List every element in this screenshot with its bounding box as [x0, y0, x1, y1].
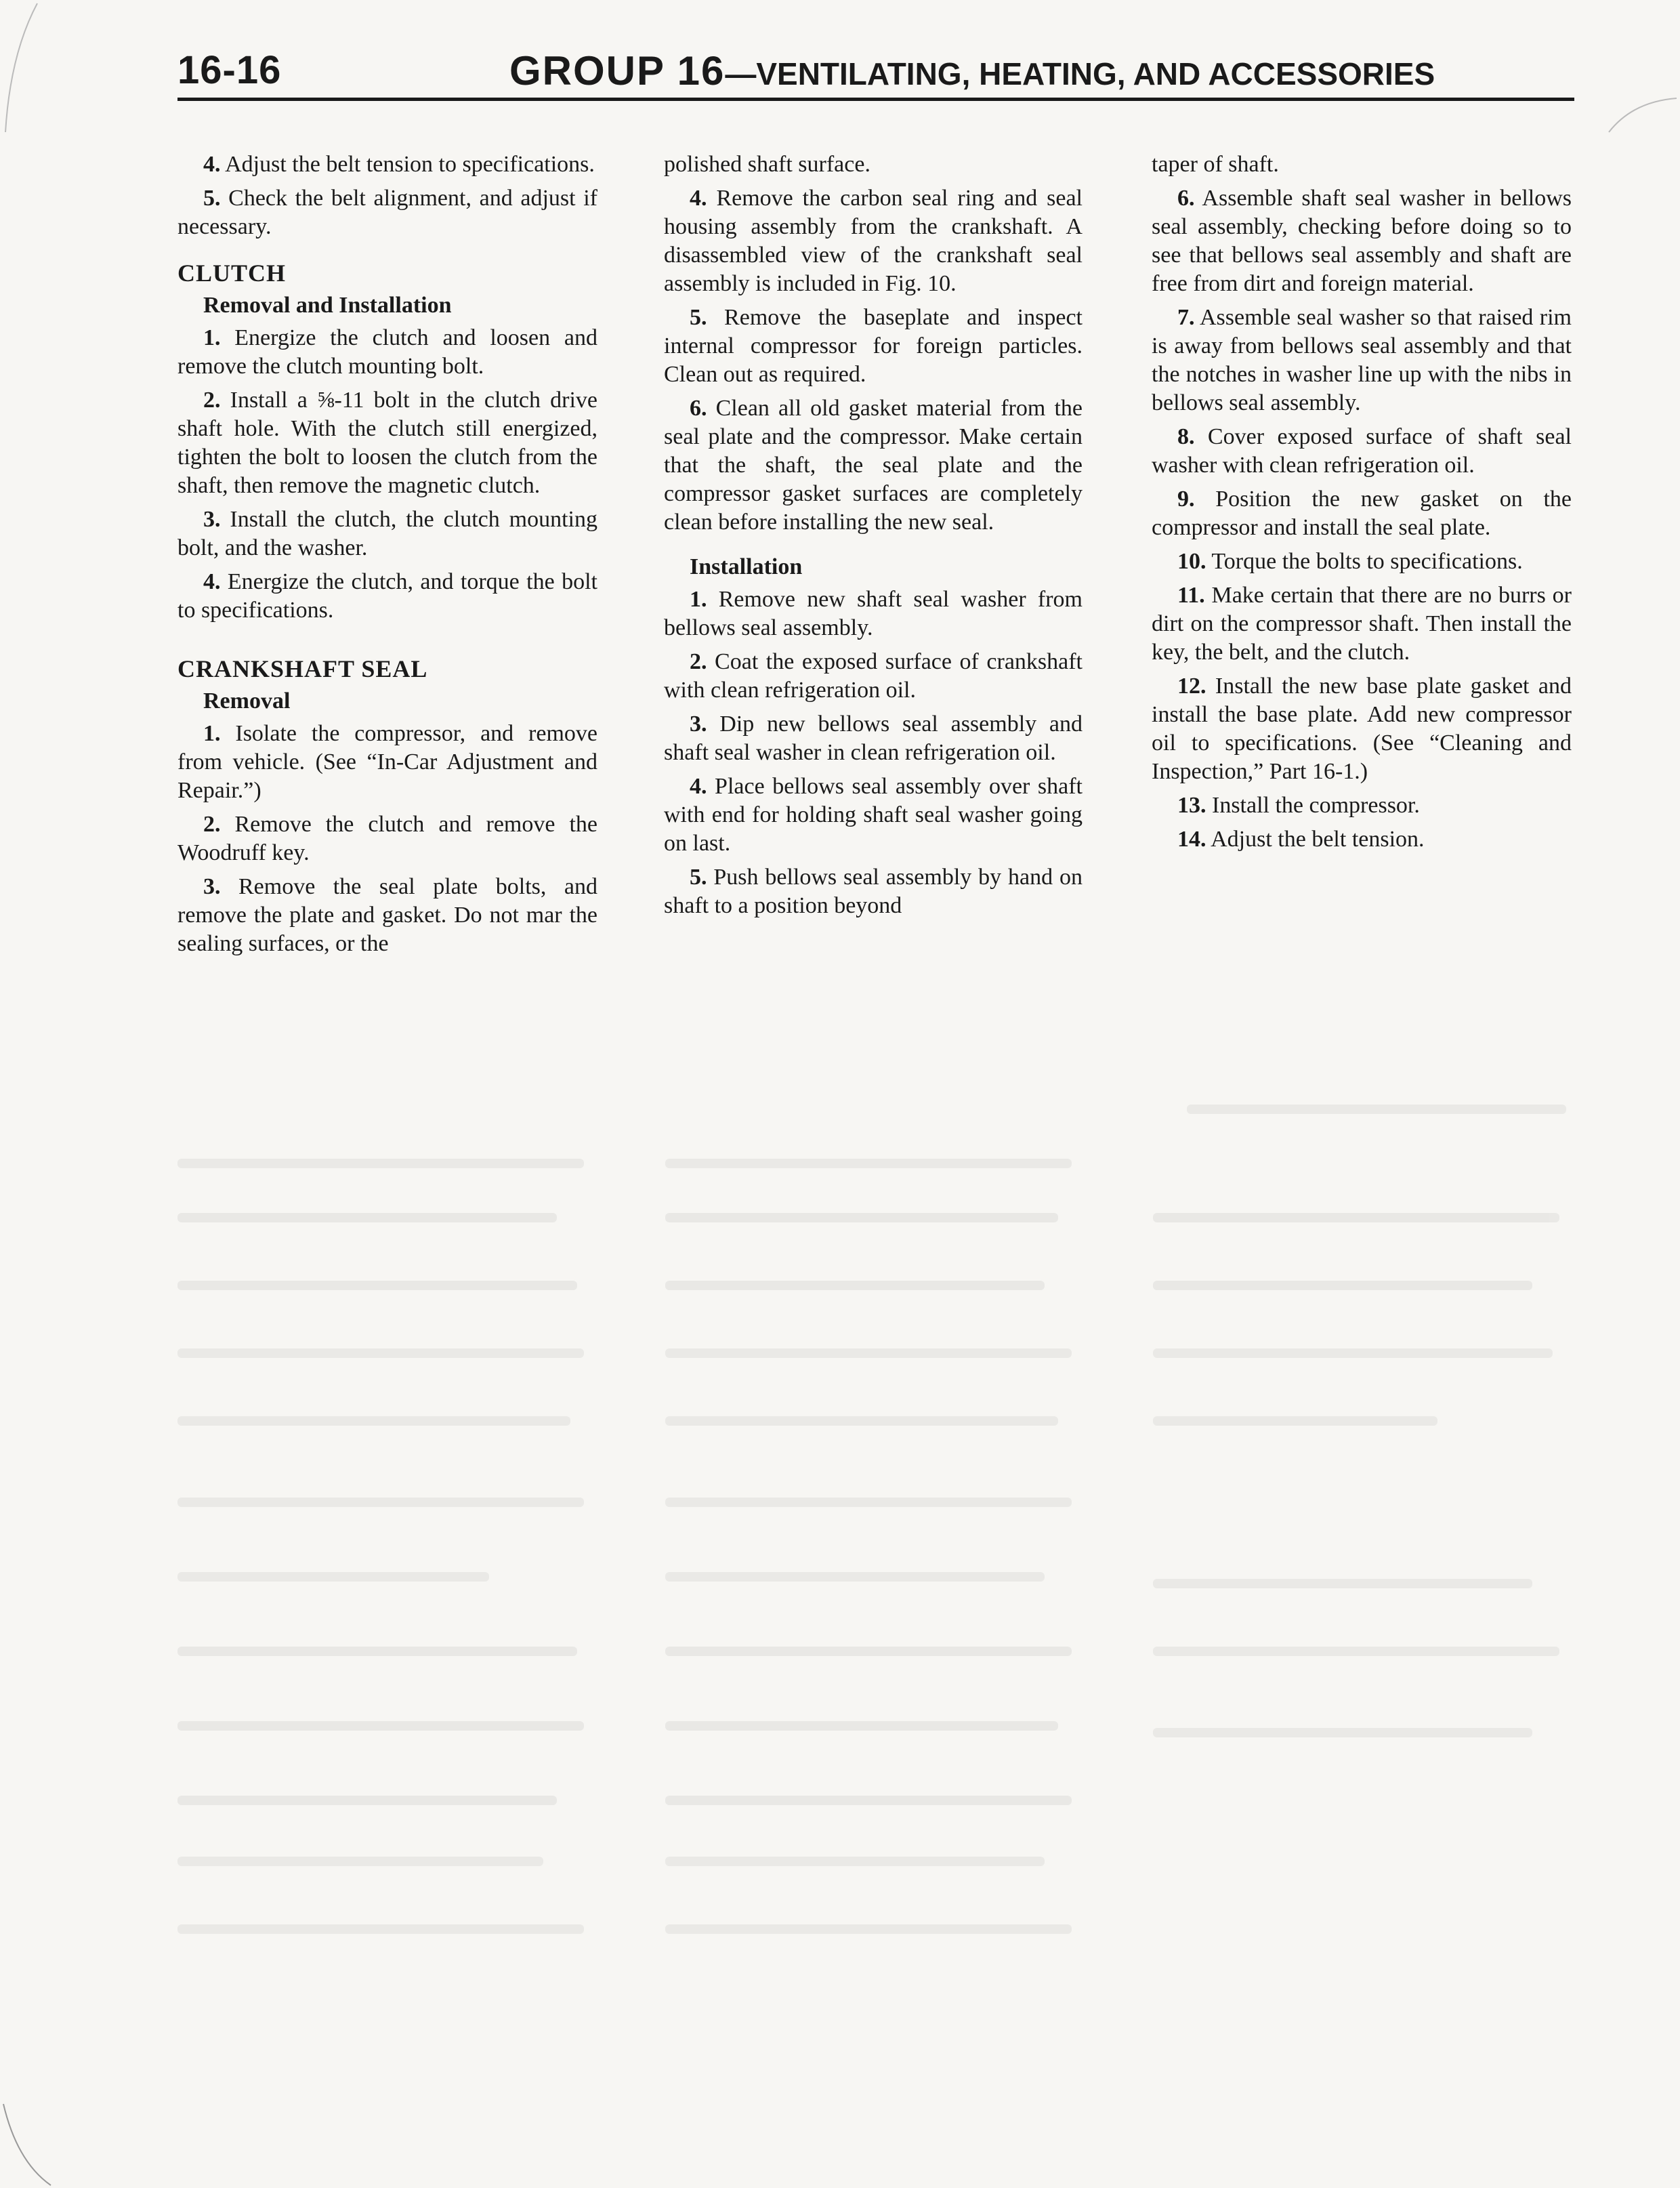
paragraph-step: 2. Remove the clutch and remove the Woodruff key. [177, 812, 597, 865]
paragraph-step: 7. Assemble seal washer so that raised rim is away from bellows seal assembly and that the notches in washer line up with the nibs in bellows seal assembly. [1152, 305, 1572, 415]
page-header [177, 47, 1574, 102]
paragraph-step: 2. Coat the exposed surface of crankshaft with clean refrigeration oil. [664, 649, 1083, 703]
text-column-3 [1152, 150, 1572, 859]
paragraph-step: 3. Remove the seal plate bolts, and remove the plate and gasket. Do not mar the sealing surfaces, or the [177, 874, 597, 956]
paragraph-step: 5. Remove the baseplate and inspect internal compressor for foreign particles. Clean out as required. [664, 305, 1083, 387]
paragraph-step: 5. Push bellows seal assembly by hand on shaft to a position beyond [664, 865, 1083, 918]
paragraph-step: 11. Make certain that there are no burrs or dirt on the compressor shaft. Then install the key, the belt, and the clutch. [1152, 583, 1572, 665]
bleed-through-texture [177, 1057, 1574, 2073]
paragraph-step: 2. Install a ⅝-11 bolt in the clutch drive shaft hole. With the clutch still energized, tighten the bolt to loosen the clutch from the shaft, then remove the magnetic clutch. [177, 388, 597, 498]
group-title [509, 47, 1435, 94]
page-corner-curve-top-right [1605, 95, 1680, 136]
page-number: 16-16 [177, 48, 282, 92]
paragraph-step: 4. Remove the carbon seal ring and seal housing assembly from the crankshaft. A disassembled view of the crankshaft seal assembly is included in Fig. 10. [664, 186, 1083, 296]
paragraph-step: 8. Cover exposed surface of shaft seal washer with clean refrigeration oil. [1152, 424, 1572, 478]
paragraph-step: 5. Check the belt alignment, and adjust if necessary. [177, 186, 597, 239]
paragraph-step: 14. Adjust the belt tension. [1177, 827, 1425, 852]
paragraph-step: 13. Install the compressor. [1177, 793, 1420, 818]
group-subtitle: —VENTILATING, HEATING, AND ACCESSORIES [725, 56, 1435, 91]
header-rule [177, 98, 1574, 101]
paragraph-step: 1. Isolate the compressor, and remove from vehicle. (See “In-Car Adjustment and Repair.”) [177, 721, 597, 803]
paragraph-step: 10. Torque the bolts to specifications. [1177, 549, 1523, 574]
text-column-1 [177, 150, 597, 964]
paragraph-step: 1. Energize the clutch and loosen and remove the clutch mounting bolt. [177, 325, 597, 379]
page-corner-curve-top-left [0, 0, 41, 136]
paragraph-step: 12. Install the new base plate gasket and install the base plate. Add new compressor oil to specifications. (See “Cleaning and Inspection,” Part 16-1.) [1152, 674, 1572, 784]
subheading-removal: Removal [203, 688, 291, 714]
paragraph-step: 1. Remove new shaft seal washer from bellows seal assembly. [664, 587, 1083, 640]
group-label: GROUP 16 [509, 48, 726, 94]
paragraph-step: 4. Place bellows seal assembly over shaft with end for holding shaft seal washer going on last. [664, 774, 1083, 856]
paragraph-continuation: taper of shaft. [1152, 152, 1279, 177]
paragraph-step: 9. Position the new gasket on the compressor and install the seal plate. [1152, 487, 1572, 540]
subheading-removal-installation: Removal and Installation [203, 293, 452, 318]
subheading-installation: Installation [690, 554, 803, 579]
paragraph-step: 6. Clean all old gasket material from the seal plate and the compressor. Make certain that the shaft, the seal plate and the compressor gasket surfaces are completely clean before installing the new seal. [664, 396, 1083, 535]
text-column-2 [664, 150, 1083, 926]
paragraph-step: 3. Install the clutch, the clutch mounting bolt, and the washer. [177, 507, 597, 560]
page-corner-curve-bottom-left [0, 2101, 54, 2188]
paragraph-continuation: polished shaft surface. [664, 152, 870, 177]
paragraph-step: 4. Adjust the belt tension to specifications. [203, 152, 595, 177]
section-heading-clutch: CLUTCH [177, 260, 287, 287]
section-heading-crankshaft-seal: CRANKSHAFT SEAL [177, 655, 428, 682]
paragraph-step: 4. Energize the clutch, and torque the bolt to specifications. [177, 569, 597, 623]
paragraph-step: 6. Assemble shaft seal washer in bellows seal assembly, checking before doing so to see that bellows seal assembly and shaft are free from dirt and foreign material. [1152, 186, 1572, 296]
paragraph-step: 3. Dip new bellows seal assembly and shaft seal washer in clean refrigeration oil. [664, 711, 1083, 765]
